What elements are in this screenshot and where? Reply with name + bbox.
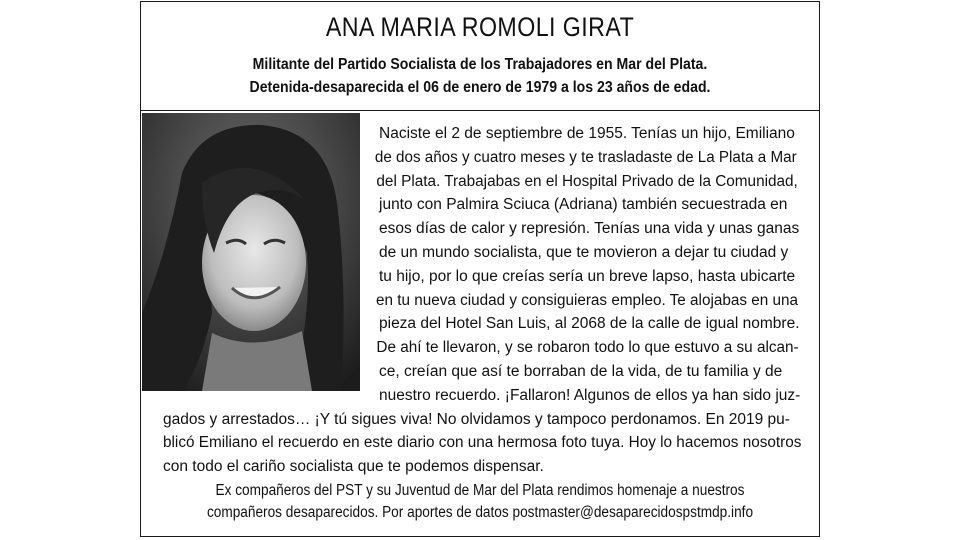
bio-line: en tu nueva ciudad y consiguieras empleo. Te alojabas en una: [375, 291, 798, 309]
notice-footer: [141, 480, 819, 524]
bio-line: junto con Palmira Sciuca (Adriana) también secuestrada en: [379, 196, 788, 214]
bio-line: nuestro recuerdo. ¡Fallaron! Algunos de ellos ya han sido juz-: [379, 386, 801, 404]
footer-line-1: Ex compañeros del PST y su Juventud de Mar del Plata rendimos homenaje a nuestros: [215, 482, 745, 499]
obituary-notice: [140, 1, 820, 537]
notice-header: [141, 2, 819, 111]
bio-line: esos días de calor y represión. Tenías una vida y unas ganas: [379, 220, 800, 238]
biography-text: [163, 122, 801, 479]
bio-line: blicó Emiliano el recuerdo en este diario con una hermosa foto tuya. Hoy lo hacemos nosotros: [163, 434, 802, 452]
subtitle-line-2: Detenida-desaparecida el 06 de enero de 1979 a los 23 años de edad.: [249, 79, 711, 96]
person-name: ANA MARIA ROMOLI GIRAT: [325, 12, 635, 42]
bio-line: Naciste el 2 de septiembre de 1955. Tenías un hijo, Emiliano: [379, 125, 795, 142]
bio-line: de un mundo socialista, que te movieron a dejar tu ciudad y: [379, 243, 789, 261]
footer-line-2: compañeros desaparecidos. Por aportes de datos postmaster@desaparecidospstmdp.info: [206, 504, 754, 521]
bio-line: tu hijo, por lo que creías sería un breve lapso, hasta ubicarte: [379, 267, 796, 285]
bio-line: con todo el cariño socialista que te podemos dispensar.: [163, 458, 544, 476]
bio-line: De ahí te llevaron, y se robaron todo lo que estuvo a su alcan-: [376, 339, 799, 357]
bio-line: del Plata. Trabajabas en el Hospital Privado de la Comunidad,: [376, 172, 798, 190]
bio-line: pieza del Hotel San Luis, al 2068 de la calle de igual nombre.: [379, 315, 800, 333]
bio-line: de dos años y cuatro meses y te trasladaste de La Plata a Mar: [374, 148, 797, 166]
notice-subtitle: [182, 53, 779, 99]
bio-line: gados y arrestados… ¡Y tú sigues viva! No olvidamos y tampoco perdonamos. En 2019 pu-: [163, 410, 790, 428]
bio-line: ce, creían que así te borraban de la vida, de tu familia y de: [379, 362, 783, 380]
subtitle-line-1: Militante del Partido Socialista de los Trabajadores en Mar del Plata.: [252, 56, 708, 73]
